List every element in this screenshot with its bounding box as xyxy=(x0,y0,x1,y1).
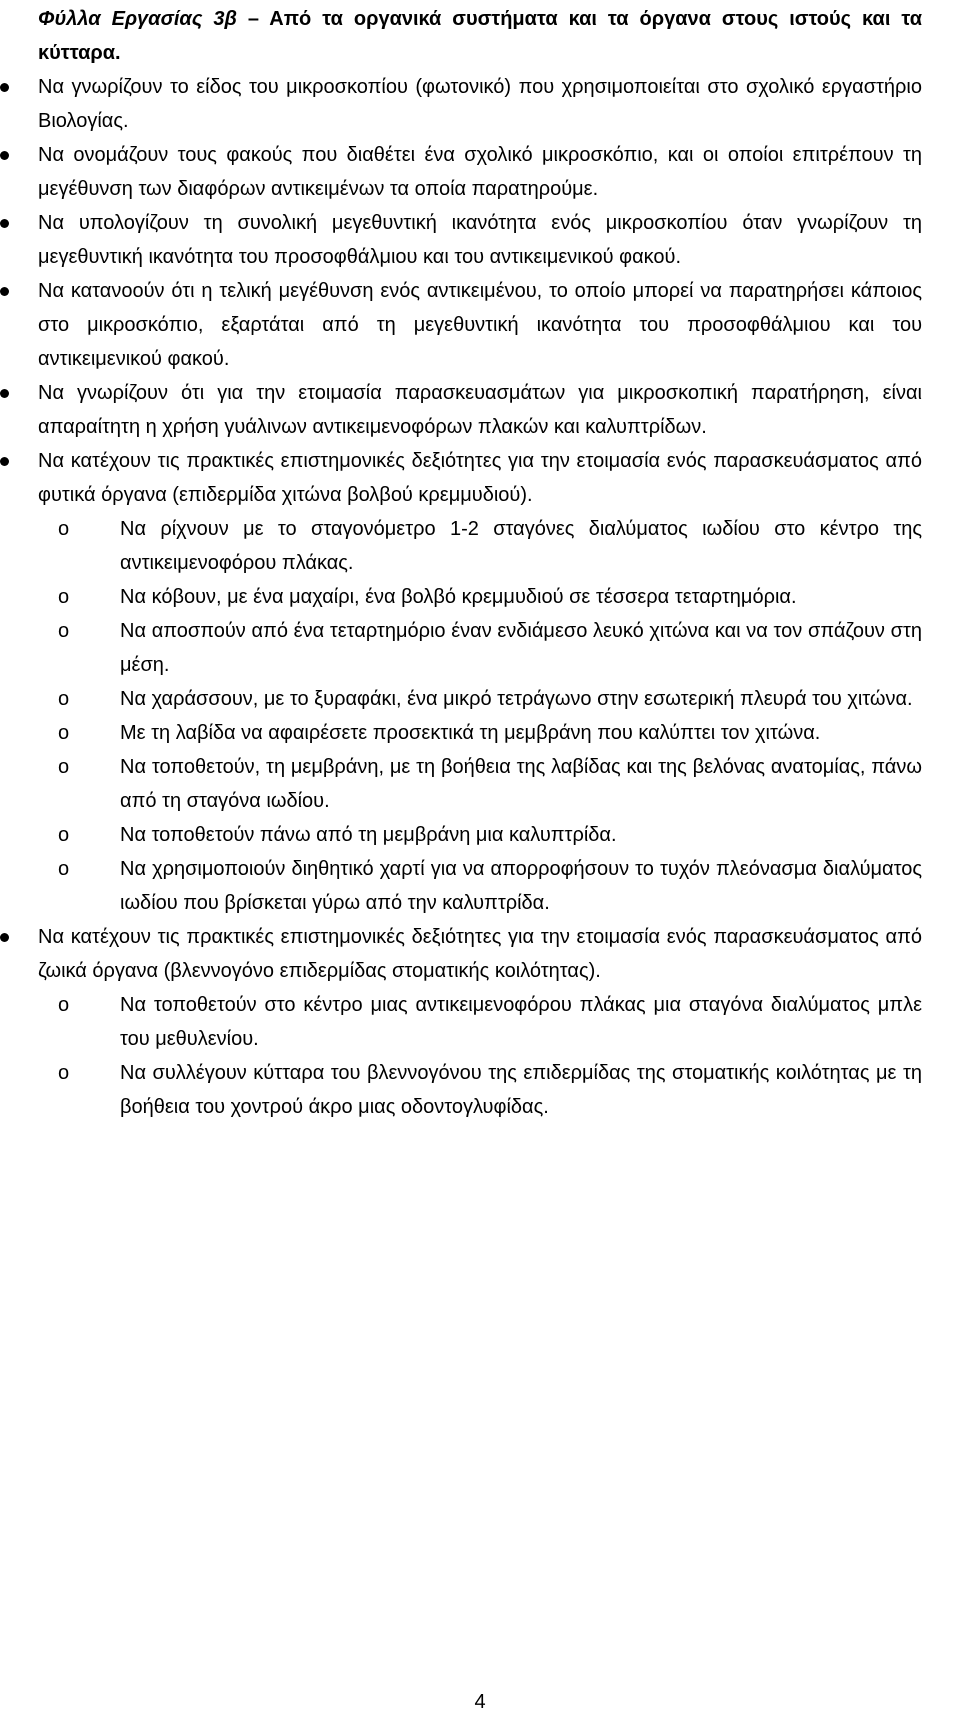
list-item-text: Να υπολογίζουν τη συνολική μεγεθυντική ικανότητα ενός μικροσκοπίου όταν γνωρίζουν τη μεγεθυντική ικανότητα του προσοφθάλμιου και του αντικειμενικού φακού. xyxy=(38,212,922,268)
sub-list-item xyxy=(38,818,922,852)
sub-list-item xyxy=(38,852,922,920)
list-item xyxy=(38,274,922,376)
bullet-icon xyxy=(0,389,9,398)
page-number: 4 xyxy=(474,1691,486,1713)
circle-bullet-icon: o xyxy=(58,586,70,608)
circle-bullet-icon: o xyxy=(58,620,70,642)
circle-bullet-icon: o xyxy=(58,756,70,778)
sub-list-item-text: Να συλλέγουν κύτταρα του βλεννογόνου της επιδερμίδας της στοματικής κοιλότητας με τη βοήθεια του χοντρού άκρο μιας οδοντογλυφίδας. xyxy=(120,1062,922,1118)
objectives-list xyxy=(38,70,922,1124)
sub-list-item xyxy=(38,716,922,750)
circle-bullet-icon: o xyxy=(58,1062,70,1084)
list-item xyxy=(38,138,922,206)
bullet-icon xyxy=(0,287,9,296)
document-content xyxy=(38,2,922,1124)
heading-bold: – Από τα οργανικά συστήματα και τα όργανα στους ιστούς και τα κύτταρα. xyxy=(38,8,923,64)
list-item xyxy=(38,206,922,274)
sub-list-item-text: Να τοποθετούν πάνω από τη μεμβράνη μια καλυπτρίδα. xyxy=(120,824,617,846)
sub-list-item-text: Να τοποθετούν, τη μεμβράνη, με τη βοήθεια της λαβίδας και της βελόνας ανατομίας, πάνω από τη σταγόνα ιωδίου. xyxy=(120,756,922,812)
sub-list-item-text: Να κόβουν, με ένα μαχαίρι, ένα βολβό κρεμμυδιού σε τέσσερα τεταρτημόρια. xyxy=(120,586,797,608)
sub-list-item-text: Να χρησιμοποιούν διηθητικό χαρτί για να απορροφήσουν το τυχόν πλεόνασμα διαλύματος ιωδίου που βρίσκεται γύρω από την καλυπτρίδα. xyxy=(120,858,922,914)
list-item-text: Να γνωρίζουν ότι για την ετοιμασία παρασκευασμάτων για μικροσκοπική παρατήρηση, είναι απαραίτητη η χρήση γυάλινων αντικειμενοφόρων πλακών και καλυπτρίδων. xyxy=(38,382,922,438)
sub-list-item-text: Να τοποθετούν στο κέντρο μιας αντικειμενοφόρου πλάκας μια σταγόνα διαλύματος μπλε του μεθυλενίου. xyxy=(120,994,922,1050)
list-item xyxy=(38,70,922,138)
list-item-text: Να κατέχουν τις πρακτικές επιστημονικές δεξιότητες για την ετοιμασία ενός παρασκευάσματος από φυτικά όργανα (επιδερμίδα χιτώνα βολβού κρεμμυδιού). xyxy=(38,450,922,506)
list-item xyxy=(38,444,922,920)
circle-bullet-icon: o xyxy=(58,994,70,1016)
circle-bullet-icon: o xyxy=(58,722,70,744)
sub-list-item xyxy=(38,1056,922,1124)
worksheet-heading xyxy=(38,2,922,70)
sub-list-item xyxy=(38,580,922,614)
sub-list-item-text: Να αποσπούν από ένα τεταρτημόριο έναν ενδιάμεσο λευκό χιτώνα και να τον σπάζουν στη μέση. xyxy=(120,620,922,676)
bullet-icon xyxy=(0,219,9,228)
list-item-text: Να κατέχουν τις πρακτικές επιστημονικές δεξιότητες για την ετοιμασία ενός παρασκευάσματος από ζωικά όργανα (βλεννογόνο επιδερμίδας στοματικής κοιλότητας). xyxy=(38,926,922,982)
circle-bullet-icon: o xyxy=(58,688,70,710)
sub-list-item xyxy=(38,682,922,716)
sub-list-item xyxy=(38,614,922,682)
list-item xyxy=(38,920,922,1124)
sub-list-item-text: Να ρίχνουν με το σταγονόμετρο 1-2 σταγόνες διαλύματος ιωδίου στο κέντρο της αντικειμενοφόρου πλάκας. xyxy=(120,518,922,574)
circle-bullet-icon: o xyxy=(58,858,70,880)
list-item xyxy=(38,376,922,444)
animal-procedure-steps xyxy=(38,988,922,1124)
bullet-icon xyxy=(0,457,9,466)
sub-list-item xyxy=(38,512,922,580)
list-item-text: Να ονομάζουν τους φακούς που διαθέτει ένα σχολικό μικροσκόπιο, και οι οποίοι επιτρέπουν τη μεγέθυνση των διαφόρων αντικειμένων τα οποία παρατηρούμε. xyxy=(38,144,922,200)
heading-italic: Φύλλα Εργασίας 3β xyxy=(38,8,237,30)
bullet-icon xyxy=(0,83,9,92)
sub-list-item-text: Με τη λαβίδα να αφαιρέσετε προσεκτικά τη μεμβράνη που καλύπτει τον χιτώνα. xyxy=(120,722,821,744)
plant-procedure-steps xyxy=(38,512,922,920)
sub-list-item xyxy=(38,750,922,818)
list-item-text: Να γνωρίζουν το είδος του μικροσκοπίου (φωτονικό) που χρησιμοποιείται στο σχολικό εργαστήριο Βιολογίας. xyxy=(38,76,922,132)
sub-list-item xyxy=(38,988,922,1056)
circle-bullet-icon: o xyxy=(58,824,70,846)
sub-list-item-text: Να χαράσσουν, με το ξυραφάκι, ένα μικρό τετράγωνο στην εσωτερική πλευρά του χιτώνα. xyxy=(120,688,913,710)
circle-bullet-icon: o xyxy=(58,518,70,540)
bullet-icon xyxy=(0,151,9,160)
bullet-icon xyxy=(0,933,9,942)
list-item-text: Να κατανοούν ότι η τελική μεγέθυνση ενός αντικειμένου, το οποίο μπορεί να παρατηρήσει κάποιος στο μικροσκόπιο, εξαρτάται από τη μεγεθυντική ικανότητα του προσοφθάλμιου και του αντικειμενικού φακού. xyxy=(38,280,922,370)
